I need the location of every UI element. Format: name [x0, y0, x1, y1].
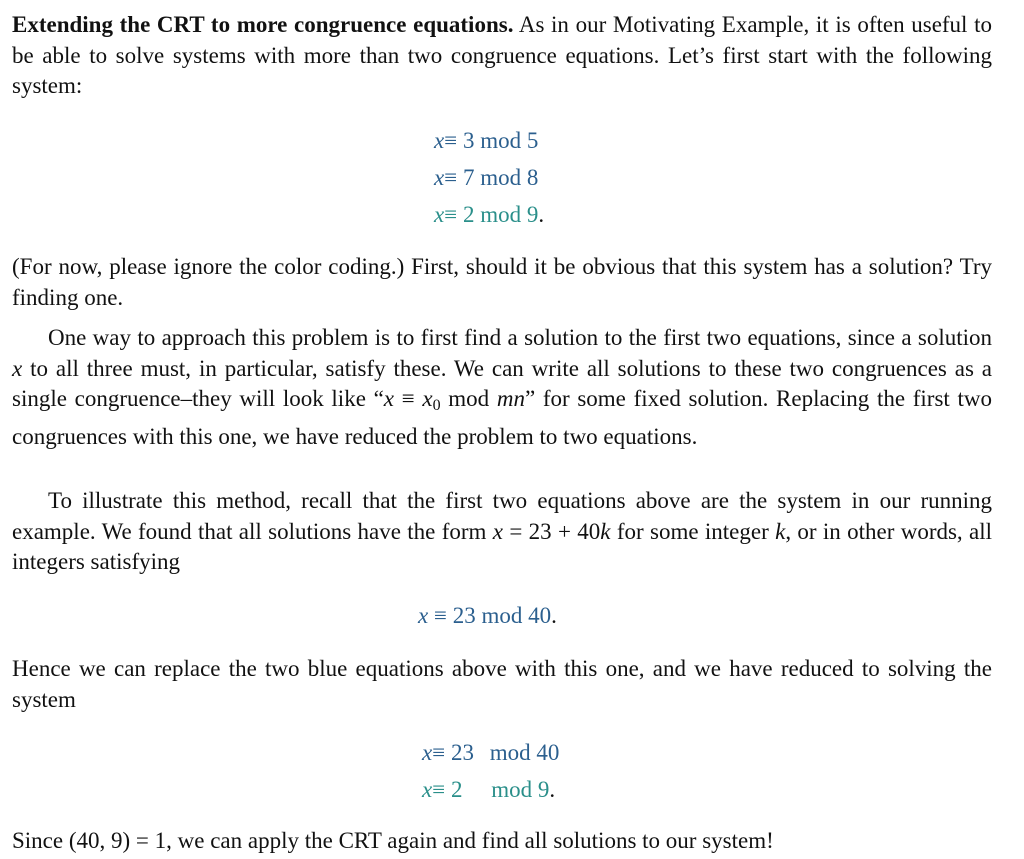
eq-variable: x — [422, 777, 433, 802]
equation-x-2-mod-9-b — [422, 771, 559, 808]
eq-rhs: 7 mod 8 — [457, 165, 539, 190]
eq-residue: 2 — [445, 777, 463, 802]
eq-modulus: mod 9 — [485, 777, 550, 802]
eq-relation: ≡ — [444, 165, 458, 190]
text-run: for some integer — [610, 518, 776, 544]
math-mn: mn — [496, 386, 525, 411]
eq-period: . — [538, 202, 545, 227]
paragraph-approach — [12, 323, 992, 452]
eq-modulus: mod 40 — [483, 740, 560, 765]
math-equiv: ≡ — [394, 386, 423, 411]
equation-x-3-mod-5 — [434, 122, 544, 159]
eq-rhs: 3 mod 5 — [457, 128, 539, 153]
eq-variable: x — [418, 603, 429, 628]
math-subscript: 0 — [432, 397, 441, 414]
math-mod: mod — [440, 386, 497, 411]
eq-residue: 23 — [445, 740, 474, 765]
text-run: , or in other words, all integers satisfying — [12, 518, 993, 574]
text-run: , we can apply the CRT again and find all solutions to our system! — [166, 828, 774, 853]
math-k: k — [600, 518, 611, 544]
equation-x-23-mod-40-b — [422, 734, 559, 771]
paragraph-ignore-color: (For now, please ignore the color coding.) First, should it be obvious that this system has a solution? Try finding one. — [12, 254, 992, 310]
intro-paragraph — [12, 10, 992, 102]
math-x0: x — [422, 386, 433, 411]
eq-variable: x — [434, 202, 445, 227]
math-gcd: (40, 9) = 1 — [68, 828, 167, 853]
equation-x-7-mod-8 — [434, 159, 544, 196]
paragraph-conclusion — [12, 826, 992, 857]
math-x: x — [492, 518, 503, 544]
math-expression: = 23 + 40 — [503, 518, 601, 544]
equation-x-2-mod-9 — [434, 196, 544, 233]
math-x: x — [12, 355, 23, 381]
equation-x-23-mod-40 — [418, 597, 557, 634]
text-run: ” for some fixed solution. Replacing the first two congruences with this one, we have reduced the problem to two equations. — [12, 386, 992, 449]
eq-period: . — [549, 777, 556, 802]
intro-text: As in our Motivating Example, it is often useful to be able to solve systems with more than two congruence equations. Let’s first start with the following system: — [12, 12, 992, 98]
eq-variable: x — [434, 165, 445, 190]
equation-system-1 — [434, 122, 544, 233]
eq-period: . — [551, 603, 557, 628]
eq-relation: ≡ — [444, 128, 458, 153]
paragraph-replace: Hence we can replace the two blue equations above with this one, and we have reduced to solving the system — [12, 656, 992, 712]
eq-variable: x — [434, 128, 445, 153]
section-heading: Extending the CRT to more congruence equations. — [12, 12, 514, 37]
text-run: One way to approach this problem is to first find a solution to the first two equations, since a solution — [48, 325, 992, 350]
equation-system-2 — [422, 734, 559, 808]
eq-rhs: 23 mod 40 — [452, 603, 552, 628]
math-k: k — [775, 518, 786, 544]
text-run: To illustrate this method, recall that the first two equations above are the system in our running example. We found that all solutions have the form — [12, 488, 992, 544]
eq-variable: x — [422, 740, 433, 765]
eq-relation: ≡ — [432, 777, 446, 802]
eq-rhs: 2 mod 9 — [457, 202, 539, 227]
text-run: Since — [12, 828, 69, 853]
math-x: x — [383, 386, 395, 411]
paragraph-illustrate — [12, 486, 992, 578]
text-run: to all three must, in particular, satisfy these. We can write all solutions to these two congruences as a single congruence–they will look like “ — [12, 355, 992, 411]
eq-relation: ≡ — [432, 740, 446, 765]
eq-relation: ≡ — [444, 202, 458, 227]
eq-relation: ≡ — [428, 603, 453, 628]
